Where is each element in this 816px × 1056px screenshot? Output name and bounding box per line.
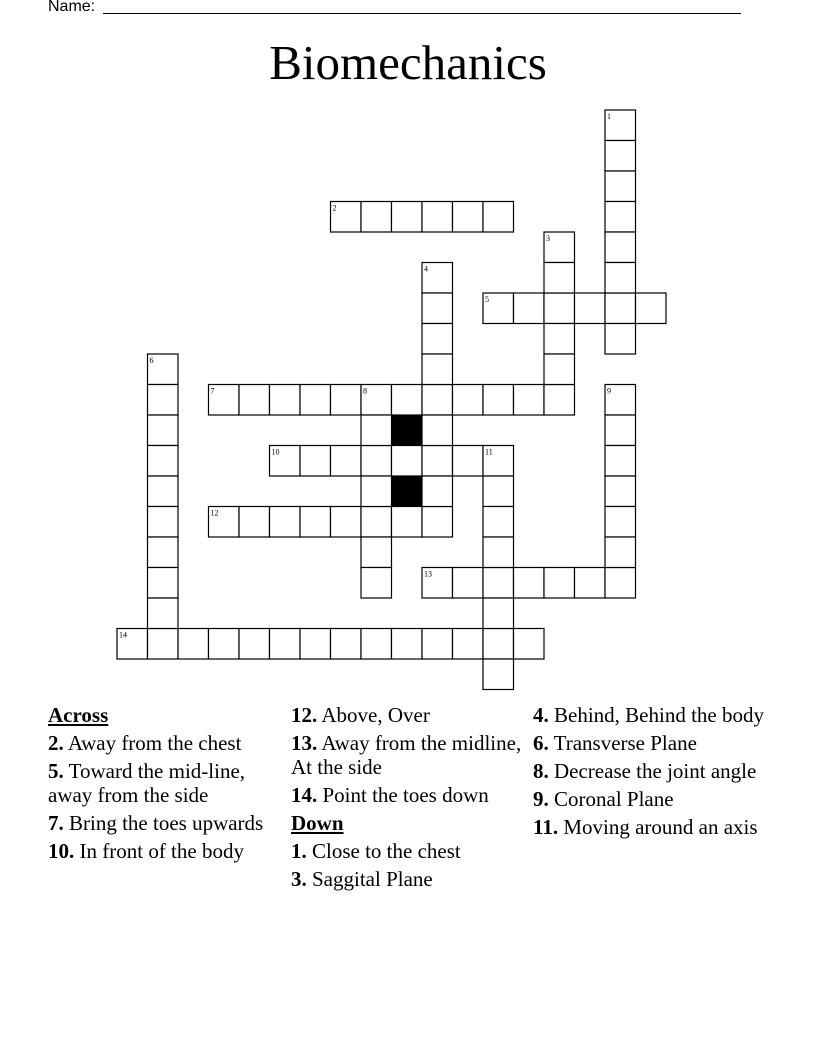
grid-clue-number: 7	[210, 386, 215, 396]
grid-cell[interactable]	[605, 232, 636, 263]
clue-down-6	[533, 731, 768, 755]
clue-text: Above, Over	[321, 703, 430, 727]
grid-cell[interactable]	[361, 568, 392, 599]
grid-cell[interactable]	[605, 324, 636, 355]
grid-cell[interactable]	[605, 171, 636, 202]
grid-cell[interactable]	[514, 568, 545, 599]
grid-cell[interactable]	[361, 537, 392, 568]
clues-column-2	[291, 703, 526, 895]
grid-cell[interactable]	[300, 446, 331, 477]
clue-down-9	[533, 787, 768, 811]
grid-cell[interactable]	[514, 385, 545, 416]
grid-cell-black	[392, 415, 423, 446]
grid-cell[interactable]	[148, 507, 179, 538]
grid-cell[interactable]	[605, 537, 636, 568]
grid-cell[interactable]	[605, 568, 636, 599]
clue-number: 5.	[48, 759, 64, 783]
clue-across-14	[291, 783, 526, 807]
grid-cell[interactable]	[300, 507, 331, 538]
clue-down-4	[533, 703, 768, 727]
clue-text: Behind, Behind the body	[554, 703, 764, 727]
grid-clue-number: 12	[210, 508, 219, 518]
grid-cell[interactable]	[270, 507, 301, 538]
clue-across-2	[48, 731, 283, 755]
grid-cell[interactable]	[483, 507, 514, 538]
grid-clue-number: 4	[424, 264, 428, 274]
grid-cell[interactable]	[361, 629, 392, 660]
clue-number: 3.	[291, 867, 307, 891]
clue-down-1	[291, 839, 526, 863]
grid-clue-number: 1	[607, 112, 611, 121]
grid-cell[interactable]	[605, 141, 636, 172]
grid-cell[interactable]	[148, 476, 179, 507]
grid-cell[interactable]	[148, 415, 179, 446]
clue-text: Away from the midline, At the side	[291, 731, 522, 779]
clue-text: Away from the chest	[67, 731, 242, 755]
clue-text: Coronal Plane	[554, 787, 674, 811]
grid-cell[interactable]	[331, 446, 362, 477]
grid-cell[interactable]	[544, 568, 575, 599]
clue-number: 1.	[291, 839, 307, 863]
clue-number: 13.	[291, 731, 318, 755]
grid-cell[interactable]	[544, 324, 575, 355]
grid-cell[interactable]	[392, 446, 423, 477]
grid-cell[interactable]	[239, 507, 270, 538]
grid-cell[interactable]	[422, 324, 453, 355]
grid-cell[interactable]	[605, 476, 636, 507]
clues-column-1	[48, 703, 283, 867]
grid-cell[interactable]	[300, 629, 331, 660]
grid-clue-number: 13	[424, 569, 432, 579]
grid-cell[interactable]	[483, 202, 514, 233]
grid-cell[interactable]	[148, 598, 179, 629]
grid-cell[interactable]	[422, 202, 453, 233]
clue-text: In front of the body	[79, 839, 244, 863]
grid-cell[interactable]	[361, 202, 392, 233]
grid-clue-number: 2	[332, 203, 337, 213]
grid-cell[interactable]	[392, 385, 423, 416]
grid-cell-black	[392, 476, 423, 507]
grid-cell[interactable]	[483, 476, 514, 507]
grid-cell[interactable]	[483, 568, 514, 599]
name-label: Name:	[48, 0, 96, 15]
grid-cell[interactable]	[575, 293, 606, 324]
clue-text: Decrease the joint angle	[554, 759, 757, 783]
grid-cell[interactable]	[148, 629, 179, 660]
grid-clue-number: 10	[271, 447, 280, 457]
grid-cell[interactable]	[453, 446, 484, 477]
down-heading: Down	[291, 811, 344, 835]
clue-text: Saggital Plane	[312, 867, 433, 891]
clue-number: 12.	[291, 703, 318, 727]
clue-down-8	[533, 759, 768, 783]
clue-across-7	[48, 811, 283, 835]
clue-across-10	[48, 839, 283, 863]
grid-cell[interactable]	[422, 385, 453, 416]
grid-cell[interactable]	[605, 202, 636, 233]
clue-text: Toward the mid-line, away from the side	[48, 759, 246, 807]
grid-cell[interactable]	[483, 598, 514, 629]
grid-cell[interactable]	[361, 415, 392, 446]
clue-down-11	[533, 815, 768, 839]
grid-cell[interactable]	[361, 476, 392, 507]
grid-cell[interactable]	[605, 507, 636, 538]
grid-cell[interactable]	[483, 629, 514, 660]
grid-cell[interactable]	[361, 507, 392, 538]
grid-cell[interactable]	[331, 507, 362, 538]
grid-cell[interactable]	[239, 385, 270, 416]
clues-column-3	[533, 703, 768, 843]
clue-number: 7.	[48, 811, 64, 835]
clue-across-13	[291, 731, 526, 779]
grid-clue-number: 9	[607, 386, 611, 396]
grid-cell[interactable]	[239, 629, 270, 660]
grid-cell[interactable]	[148, 537, 179, 568]
clue-number: 4.	[533, 703, 549, 727]
clue-number: 8.	[533, 759, 549, 783]
grid-cell[interactable]	[392, 507, 423, 538]
grid-cell[interactable]	[453, 568, 484, 599]
clue-across-12	[291, 703, 526, 727]
grid-cell[interactable]	[514, 629, 545, 660]
grid-cell[interactable]	[209, 629, 240, 660]
grid-cell[interactable]	[453, 385, 484, 416]
grid-cell[interactable]	[422, 476, 453, 507]
grid-cell[interactable]	[514, 293, 545, 324]
grid-cell[interactable]	[270, 629, 301, 660]
page-title: Biomechanics	[269, 35, 547, 90]
clue-text: Point the toes down	[322, 783, 489, 807]
grid-cell[interactable]	[544, 385, 575, 416]
grid-cell[interactable]	[544, 263, 575, 294]
clue-number: 9.	[533, 787, 549, 811]
grid-cell[interactable]	[331, 629, 362, 660]
clue-number: 2.	[48, 731, 64, 755]
grid-cell[interactable]	[605, 415, 636, 446]
grid-cell[interactable]	[148, 385, 179, 416]
grid-cell[interactable]	[392, 629, 423, 660]
clue-number: 6.	[533, 731, 549, 755]
grid-cell[interactable]	[605, 293, 636, 324]
grid-cell[interactable]	[422, 415, 453, 446]
grid-cell[interactable]	[483, 659, 514, 690]
grid-cell[interactable]	[178, 629, 209, 660]
grid-cell[interactable]	[453, 202, 484, 233]
clue-number: 10.	[48, 839, 75, 863]
grid-cell[interactable]	[361, 446, 392, 477]
grid-cell[interactable]	[270, 385, 301, 416]
grid-cell[interactable]	[331, 385, 362, 416]
grid-cell[interactable]	[300, 385, 331, 416]
grid-clue-number: 5	[485, 295, 489, 304]
clue-number: 14.	[291, 783, 318, 807]
clue-down-3	[291, 867, 526, 891]
grid-cell[interactable]	[544, 293, 575, 324]
grid-cell[interactable]	[605, 263, 636, 294]
grid-cell[interactable]	[544, 354, 575, 385]
clue-across-5	[48, 759, 283, 807]
across-heading: Across	[48, 703, 109, 727]
grid-cell[interactable]	[422, 446, 453, 477]
grid-cell[interactable]	[483, 385, 514, 416]
grid-cell[interactable]	[148, 446, 179, 477]
grid-cell[interactable]	[392, 202, 423, 233]
clue-text: Moving around an axis	[563, 815, 758, 839]
grid-clue-number: 14	[119, 630, 127, 640]
clue-text: Bring the toes upwards	[69, 811, 264, 835]
grid-cell[interactable]	[422, 354, 453, 385]
grid-clue-number: 11	[485, 447, 493, 457]
grid-clue-number: 8	[363, 386, 367, 396]
grid-cell[interactable]	[636, 293, 667, 324]
grid-cell[interactable]	[575, 568, 606, 599]
clue-text: Close to the chest	[312, 839, 461, 863]
grid-cell[interactable]	[422, 293, 453, 324]
clue-text: Transverse Plane	[553, 731, 697, 755]
grid-cell[interactable]	[453, 629, 484, 660]
grid-cell[interactable]	[148, 568, 179, 599]
grid-cell[interactable]	[422, 507, 453, 538]
grid-cell[interactable]	[422, 629, 453, 660]
grid-cell[interactable]	[605, 446, 636, 477]
grid-clue-number: 6	[149, 356, 154, 365]
clue-number: 11.	[533, 815, 559, 839]
grid-cell[interactable]	[483, 537, 514, 568]
grid-clue-number: 3	[546, 234, 550, 243]
